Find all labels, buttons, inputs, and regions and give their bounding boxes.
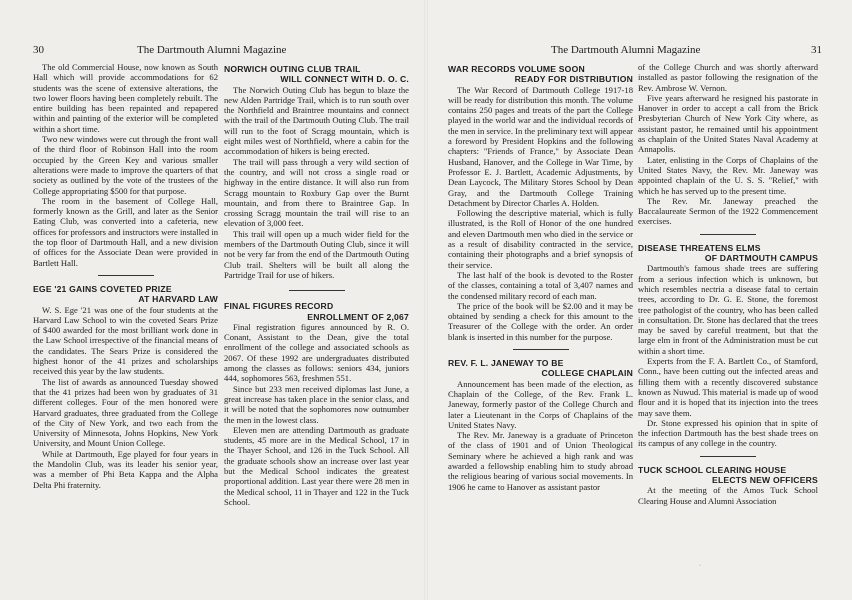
page-gutter: [424, 0, 428, 600]
paragraph: Following the descriptive material, which is fully illustrated, is the Roll of Honor of the one hundred and eleven Dartmouth men who died in the service or as a result of disability contracted in the service, containing their photographs and a brief synopsis of their service.: [448, 208, 633, 270]
paragraph: Final registration figures announced by R. O. Conant, Assistant to the Dean, give the total enrollment of the college and associated schools as 2067. Of these 1992 are undergraduates distributed among the classes as follows: seniors 434, juniors 444, sophomores 563, freshmen 551.: [224, 321, 409, 384]
title-line-2: COLLEGE CHAPLAIN: [541, 368, 633, 379]
title-line-1: REV. F. L. JANEWAY TO BE: [448, 358, 564, 369]
right-running-header: The Dartmouth Alumni Magazine: [551, 44, 701, 56]
title-line-2: WILL CONNECT WITH D. O. C.: [280, 74, 409, 85]
section-rule: [289, 290, 345, 291]
article-title-ege-prize: [33, 284, 218, 305]
paragraph: This trail will open up a much wider field for the members of the Dartmouth Outing Club, since it will not be very far from the end of the Dartmouth Outing Club trail. Shelters will be built all along the Partridge Trail for use of hikers.: [224, 228, 409, 280]
paragraph: W. S. Ege '21 was one of the four students at the Harvard Law School to win the coveted Sears Prize of $400 awarded for the most brilliant work done in the Law School irrespective of the financial means of the candidates. The Sears Prize is considered the highest honor of the 41 prizes and scholarships received this year by the law students.: [33, 304, 218, 377]
paragraph: Five years afterward he resigned his pastorate in Hanover in order to accept a call from the Brick Presbyterian Church of New York City where, as assistant pastor, he remained until his appointment as chaplain of the United States Naval Academy at Annapolis.: [638, 92, 818, 155]
title-line-1: NORWICH OUTING CLUB TRAIL: [224, 64, 361, 74]
paragraph: Experts from the F. A. Bartlett Co., of Stamford, Conn., have been cutting out the infected areas and filling them with a recently discovered substance known as Nuwud. This material is made up of wood flour and it is hoped that its injection into the trees may save them.: [638, 356, 818, 418]
left-page-number: 30: [33, 44, 44, 56]
right-column-2: [638, 62, 818, 506]
paragraph: Dr. Stone expressed his opinion that in spite of the infection Dartmouth has the best shade trees on its campus of any college in the country.: [638, 417, 818, 449]
left-column-1: [33, 62, 218, 490]
paragraph: The last half of the book is devoted to the Roster of the classes, containing a total of 3,407 names and the condensed military record of each man.: [448, 269, 633, 301]
paragraph: Eleven men are attending Dartmouth as graduate students, 45 more are in the Medical School, 17 in the Thayer School, and 126 in the Tuck School. All the graduate schools show an increase over last year but the Medical School indicates the greatest proportional addition. Last year there were 28 men in the Medical school, 11 in Thayer and 122 in the Tuck School.: [224, 424, 409, 507]
paragraph: Dartmouth's famous shade trees are suffering from a serious infection which is unknown, but which resembles nectria a disease fatal to certain trees, according to Dr. G. E. Stone, the foremost tree pathologist of the country, who has been called in consultation. Dr. Stone has declared that the trees may be saved by careful treatment, but that the large elm in front of the Administration must be cut within a short time.: [638, 263, 818, 356]
paragraph: Two new windows were cut through the front wall of the third floor of Robinson Hall into the room occupied by the Green Key and various smaller alterations were made to improve the quarters of that society as outlined by the vote of the trustees of the College appropriating $500 for that purpose.: [33, 134, 218, 196]
print-mark: ·: [699, 563, 701, 569]
section-rule: [513, 349, 569, 350]
paragraph: The Rev. Mr. Janeway preached the Baccalaureate Sermon of the 1922 Commencement exercises.: [638, 195, 818, 227]
paragraph: of the College Church and was shortly afterward installed as pastor following the resignation of the Rev. Ambrose W. Vernon.: [638, 62, 818, 93]
article-title-elms: [638, 243, 818, 264]
paragraph: Announcement has been made of the election, as Chaplain of the College, of the Rev. Frank L. Janeway, formerly pastor of the College Church and later a Lieutenant in the Corps of Chaplains of the United States Navy.: [448, 378, 633, 430]
article-title-janeway: [448, 358, 633, 379]
article-title-war-records: [448, 64, 633, 85]
right-page-number: 31: [811, 44, 822, 56]
title-line-1: FINAL FIGURES RECORD: [224, 301, 334, 312]
title-line-1: DISEASE THREATENS ELMS: [638, 242, 761, 253]
paragraph: At the meeting of the Amos Tuck School Clearing House and Alumni Association: [638, 485, 818, 506]
title-line-2: READY FOR DISTRIBUTION: [514, 74, 633, 85]
section-rule: [700, 234, 756, 235]
paragraph: The Rev. Mr. Janeway is a graduate of Princeton of the class of 1901 and of Union Theological Seminary where he achieved a high rank and was awarded a fellowship enabling him to study abroad the religious bearing of various social movements. In 1906 he came to Hanover as assistant pastor: [448, 430, 633, 492]
title-line-2: ENROLLMENT OF 2,067: [307, 311, 409, 322]
section-rule: [700, 456, 756, 457]
article-title-tuck-school: [638, 465, 818, 486]
paragraph: While at Dartmouth, Ege played for four years in the Mandolin Club, was its leader his senior year, was a member of Phi Beta Kappa and the Alpha Delta Phi fraternity.: [33, 448, 218, 490]
paragraph: Since but 233 men received diplomas last June, a great increase has taken place in the senior class, and it will be noted that the sophomores now outnumber the men in the lowest class.: [224, 383, 409, 425]
title-line-1: TUCK SCHOOL CLEARING HOUSE: [638, 464, 787, 475]
paragraph: The War Record of Dartmouth College 1917-18 will be ready for distribution this month. The volume contains 250 pages and treats of the part the College played in the world war and the individual records of the men in service. In the preliminary text will appear a foreword by President Hopkins and the following chapters: "Friends of France," by Associate Dean Husband, Hanover, and the College in War Time, by Professor E. J. Bartlett, Academic Adjustments, by Dean Laycock, The Military Stores School by Dean Gray, and the Dartmouth College Training Detachment by Director Charles A. Holden.: [448, 84, 633, 208]
title-line-1: WAR RECORDS VOLUME SOON: [448, 64, 585, 74]
paragraph: The trail will pass through a very wild section of the country, and will not cross a single road or highway in the entire distance. It will also run from Scragg mountain to Roxbury Gap over the Burnt mountain, and from there to Braintree Gap. In crossing Scragg mountain the trail will rise to an elevation of 3,000 feet.: [224, 156, 409, 229]
title-line-2: AT HARVARD LAW: [138, 294, 218, 305]
left-running-header: The Dartmouth Alumni Magazine: [137, 44, 287, 56]
paragraph: The price of the book will be $2.00 and it may be obtained by sending a check for this amount to the Treasurer of the College with the order. An order blank is inserted in this number for the purpose.: [448, 300, 633, 342]
paragraph: The room in the basement of College Hall, formerly known as the Grill, and later as the Senior Eating Club, was converted into a cafeteria, new offices for professors and instructors were installed in the top floor of Dartmouth Hall, and a new division of offices for the Associate Dean were provided in Bartlett Hall.: [33, 195, 218, 268]
paragraph: Later, enlisting in the Corps of Chaplains of the United States Navy, the Rev. Mr. Janeway was appointed chaplain of the U. S. S. "Relief," with which he has served up to the present time.: [638, 154, 818, 196]
article-title-norwich-trail: [224, 64, 409, 85]
title-line-2: OF DARTMOUTH CAMPUS: [704, 253, 818, 264]
paragraph: The list of awards as announced Tuesday showed that the 41 prizes had been won by graduates of 31 different colleges. Four of the men honored were Harvard graduates, three graduated from the College of the City of New York, and two each from the University of Minnesota, Johns Hopkins, New York University, and Mount Union College.: [33, 376, 218, 449]
left-column-2: [224, 64, 409, 507]
right-column-1: [448, 64, 633, 492]
article-title-enrollment: [224, 301, 409, 322]
paragraph: The old Commercial House, now known as South Hall which will provide accommodations for 62 students was the scene of extensive alterations, the two lower floors having been completely rebuilt. The entire building has been repainted and repapered within and painting of the exterior will be completed within a short time.: [33, 62, 218, 134]
title-line-1: EGE '21 GAINS COVETED PRIZE: [33, 283, 172, 294]
paragraph: The Norwich Outing Club has begun to blaze the new Alden Partridge Trail, which is to run south over the Northfield and Braintree mountains and connect with the trail of the Dartmouth Outing Club. The trail will run to the foot of Scragg mountain, which is eight miles west of Northfield, where a cabin for the accommodation of hikers is being erected.: [224, 84, 409, 157]
title-line-2: ELECTS NEW OFFICERS: [712, 474, 818, 485]
section-rule: [98, 275, 154, 276]
